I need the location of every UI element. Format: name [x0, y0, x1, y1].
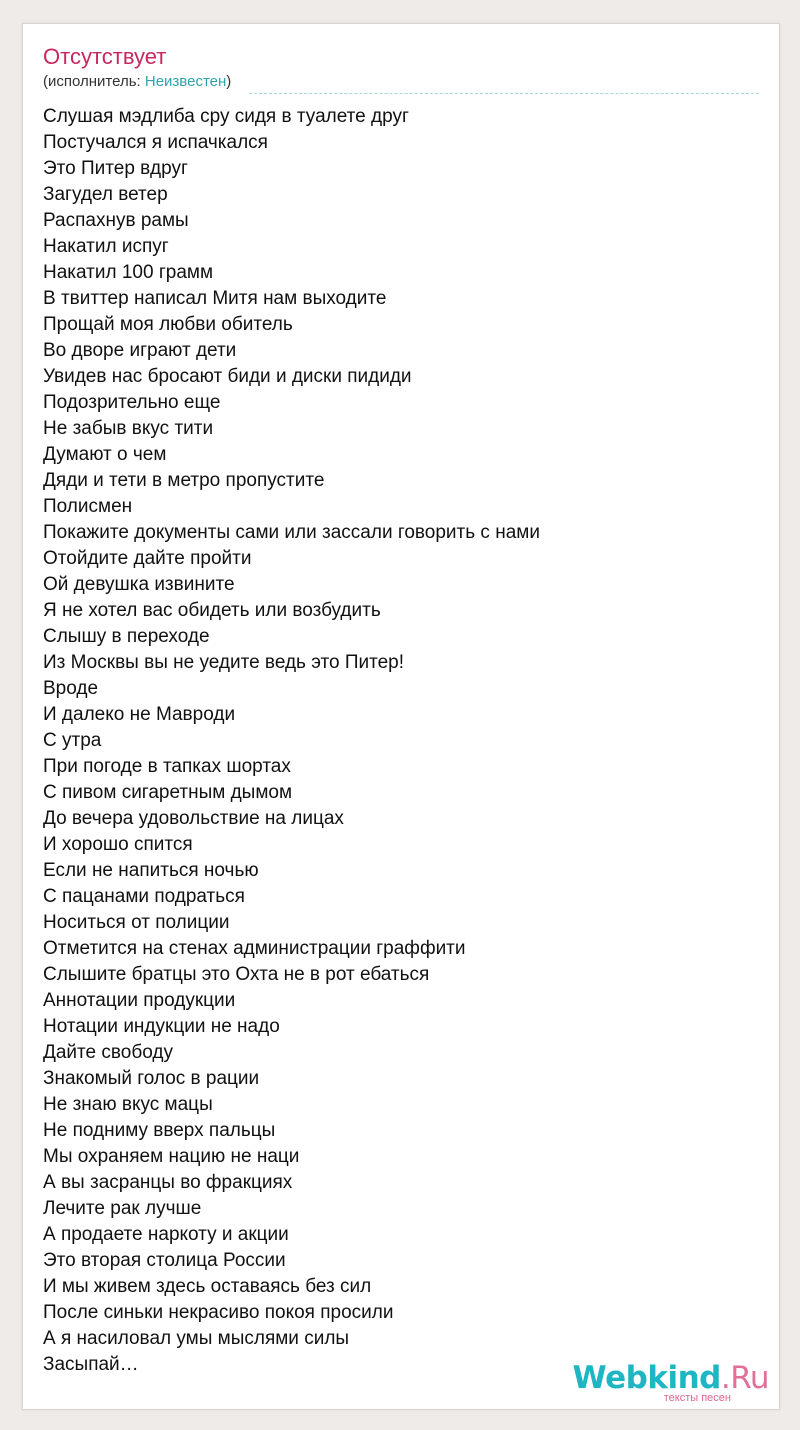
lyric-line: Не забыв вкус тити: [43, 418, 214, 439]
lyric-line: Если не напиться ночью: [43, 860, 259, 881]
lyric-line: Покажите документы сами или зассали говорить с нами: [43, 522, 540, 543]
lyric-line: После синьки некрасиво покоя просили: [43, 1302, 394, 1323]
lyric-line: Увидев нас бросают биди и диски пидиди: [43, 366, 412, 387]
lyric-line: Слушая мэдлиба сру сидя в туалете друг: [43, 106, 409, 127]
lyric-line: А продаете наркоту и акции: [43, 1224, 289, 1245]
lyric-line: Из Москвы вы не уедите ведь это Питер!: [43, 652, 405, 673]
logo-wordmark: [573, 1361, 769, 1395]
lyric-line: Думают о чем: [43, 444, 167, 465]
lyric-line: Мы охраняем нацию не наци: [43, 1146, 300, 1167]
lyric-line: Нотации индукции не надо: [43, 1016, 280, 1037]
lyric-line: Во дворе играют дети: [43, 340, 237, 361]
artist-suffix: ): [226, 73, 232, 90]
lyric-line: Загудел ветер: [43, 184, 168, 205]
lyrics-text: [43, 104, 759, 1378]
lyric-line: Слышу в переходе: [43, 626, 210, 647]
lyric-line: Я не хотел вас обидеть или возбудить: [43, 600, 381, 621]
lyric-line: И хорошо спится: [43, 834, 193, 855]
lyric-line: В твиттер написал Митя нам выходите: [43, 288, 387, 309]
lyric-line: Носиться от полиции: [43, 912, 230, 933]
lyric-line: При погоде в тапках шортах: [43, 756, 291, 777]
lyric-line: Отойдите дайте пройти: [43, 548, 252, 569]
lyric-line: А вы засранцы во фракциях: [43, 1172, 293, 1193]
lyric-line: Это Питер вдруг: [43, 158, 188, 179]
lyric-line: Это вторая столица России: [43, 1250, 286, 1271]
artist-prefix: (исполнитель:: [43, 73, 145, 90]
lyric-line: И далеко не Мавроди: [43, 704, 236, 725]
lyric-line: Дяди и тети в метро пропустите: [43, 470, 325, 491]
lyric-line: И мы живем здесь оставаясь без сил: [43, 1276, 372, 1297]
lyric-line: С пивом сигаретным дымом: [43, 782, 293, 803]
lyric-line: Не знаю вкус мацы: [43, 1094, 213, 1115]
logo-tld: .Ru: [720, 1360, 769, 1396]
lyric-line: Постучался я испачкался: [43, 132, 268, 153]
lyric-line: С пацанами подраться: [43, 886, 245, 907]
logo-name: Webkind: [572, 1360, 721, 1396]
lyric-line: Дайте свободу: [43, 1042, 173, 1063]
lyrics-card: [22, 23, 780, 1410]
lyric-line: Полисмен: [43, 496, 133, 517]
lyric-line: Подозрительно еще: [43, 392, 221, 413]
title-divider: [249, 93, 759, 94]
lyric-line: Лечите рак лучше: [43, 1198, 202, 1219]
artist-link[interactable]: Неизвестен: [144, 73, 227, 90]
lyric-line: Не подниму вверх пальцы: [43, 1120, 276, 1141]
artist-line: [43, 73, 231, 91]
lyric-line: Прощай моя любви обитель: [43, 314, 293, 335]
logo-tagline: тексты песен: [663, 1392, 731, 1404]
site-logo[interactable]: [572, 1360, 773, 1404]
lyric-line: До вечера удовольствие на лицах: [43, 808, 344, 829]
lyric-line: Накатил 100 грамм: [43, 262, 214, 283]
lyric-line: А я насиловал умы мыслями силы: [43, 1328, 350, 1349]
song-title: Отсутствует: [43, 44, 167, 69]
lyric-line: Распахнув рамы: [43, 210, 189, 231]
lyric-line: Отметится на стенах администрации граффити: [43, 938, 466, 959]
lyric-line: Ой девушка извините: [43, 574, 235, 595]
lyric-line: Засыпай…: [43, 1354, 139, 1375]
lyric-line: С утра: [43, 730, 102, 751]
lyric-line: Слышите братцы это Охта не в рот ебаться: [43, 964, 430, 985]
lyric-line: Аннотации продукции: [43, 990, 236, 1011]
lyric-line: Накатил испуг: [43, 236, 169, 257]
lyric-line: Знакомый голос в рации: [43, 1068, 260, 1089]
lyric-line: Вроде: [43, 678, 99, 699]
